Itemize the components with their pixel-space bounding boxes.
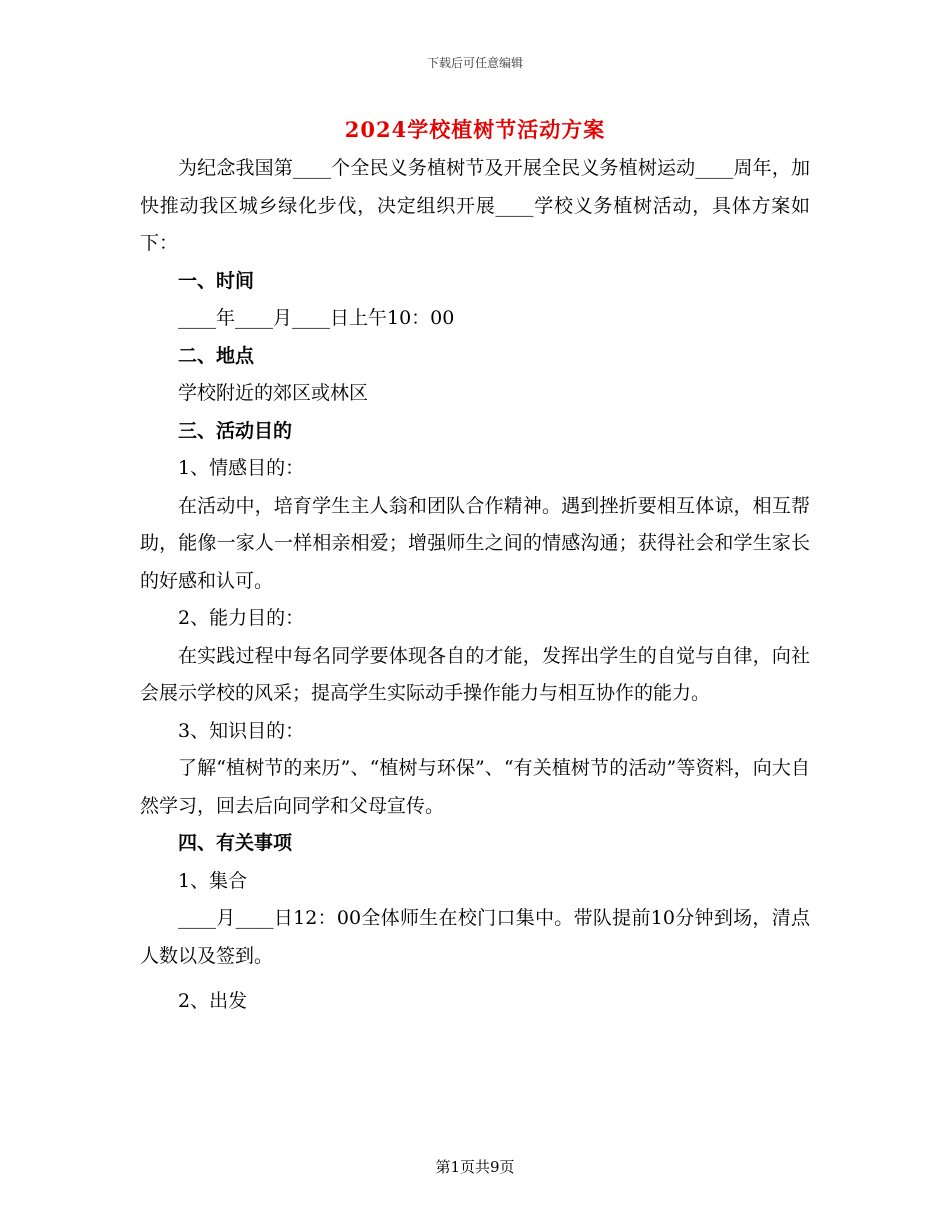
section-heading-location: 二、地点 — [178, 344, 255, 367]
document-body — [140, 150, 810, 1021]
purpose-label-knowledge: 3、知识目的： — [178, 719, 305, 742]
location-text: 学校附近的郊区或林区 — [178, 382, 369, 404]
intro-paragraph: 为纪念我国第____个全民义务植树节及开展全民义务植树运动____周年，加快推动我区城乡绿化步伐，决定组织开展____学校义务植树活动，具体方案如下： — [140, 157, 810, 254]
purpose-label-emotion: 1、情感目的： — [178, 457, 305, 479]
purpose-text-knowledge: 了解“植树节的来历”、“植树与环保”、“有关植树节的活动”等资料，向大自然学习，回去后向同学和父母宣传。 — [140, 757, 810, 817]
section-heading-time: 一、时间 — [178, 269, 255, 292]
purpose-label-ability: 2、能力目的： — [178, 607, 305, 629]
matters-text-gather: ____月____日12：00全体师生在校门口集中。带队提前10分钟到场，清点人数以及签到。 — [140, 907, 810, 967]
document-title: 2024学校植树节活动方案 — [344, 117, 606, 142]
time-text: ____年____月____日上午10：00 — [178, 307, 455, 329]
matters-label-gather: 1、集合 — [178, 869, 248, 892]
matters-label-depart: 2、出发 — [178, 990, 248, 1012]
section-heading-matters: 四、有关事项 — [178, 832, 293, 854]
page-footer: 第1页共9页 — [435, 1158, 515, 1176]
section-heading-purpose: 三、活动目的 — [178, 419, 293, 442]
purpose-text-ability: 在实践过程中每名同学要体现各自的才能，发挥出学生的自觉与自律，向社会展示学校的风采；提高学生实际动手操作能力与相互协作的能力。 — [140, 644, 810, 704]
header-note: 下载后可任意编辑 — [426, 56, 523, 70]
purpose-text-emotion: 在活动中，培育学生主人翁和团队合作精神。遇到挫折要相互体谅，相互帮助，能像一家人一样相亲相爱；增强师生之间的情感沟通；获得社会和学生家长的好感和认可。 — [140, 494, 810, 592]
